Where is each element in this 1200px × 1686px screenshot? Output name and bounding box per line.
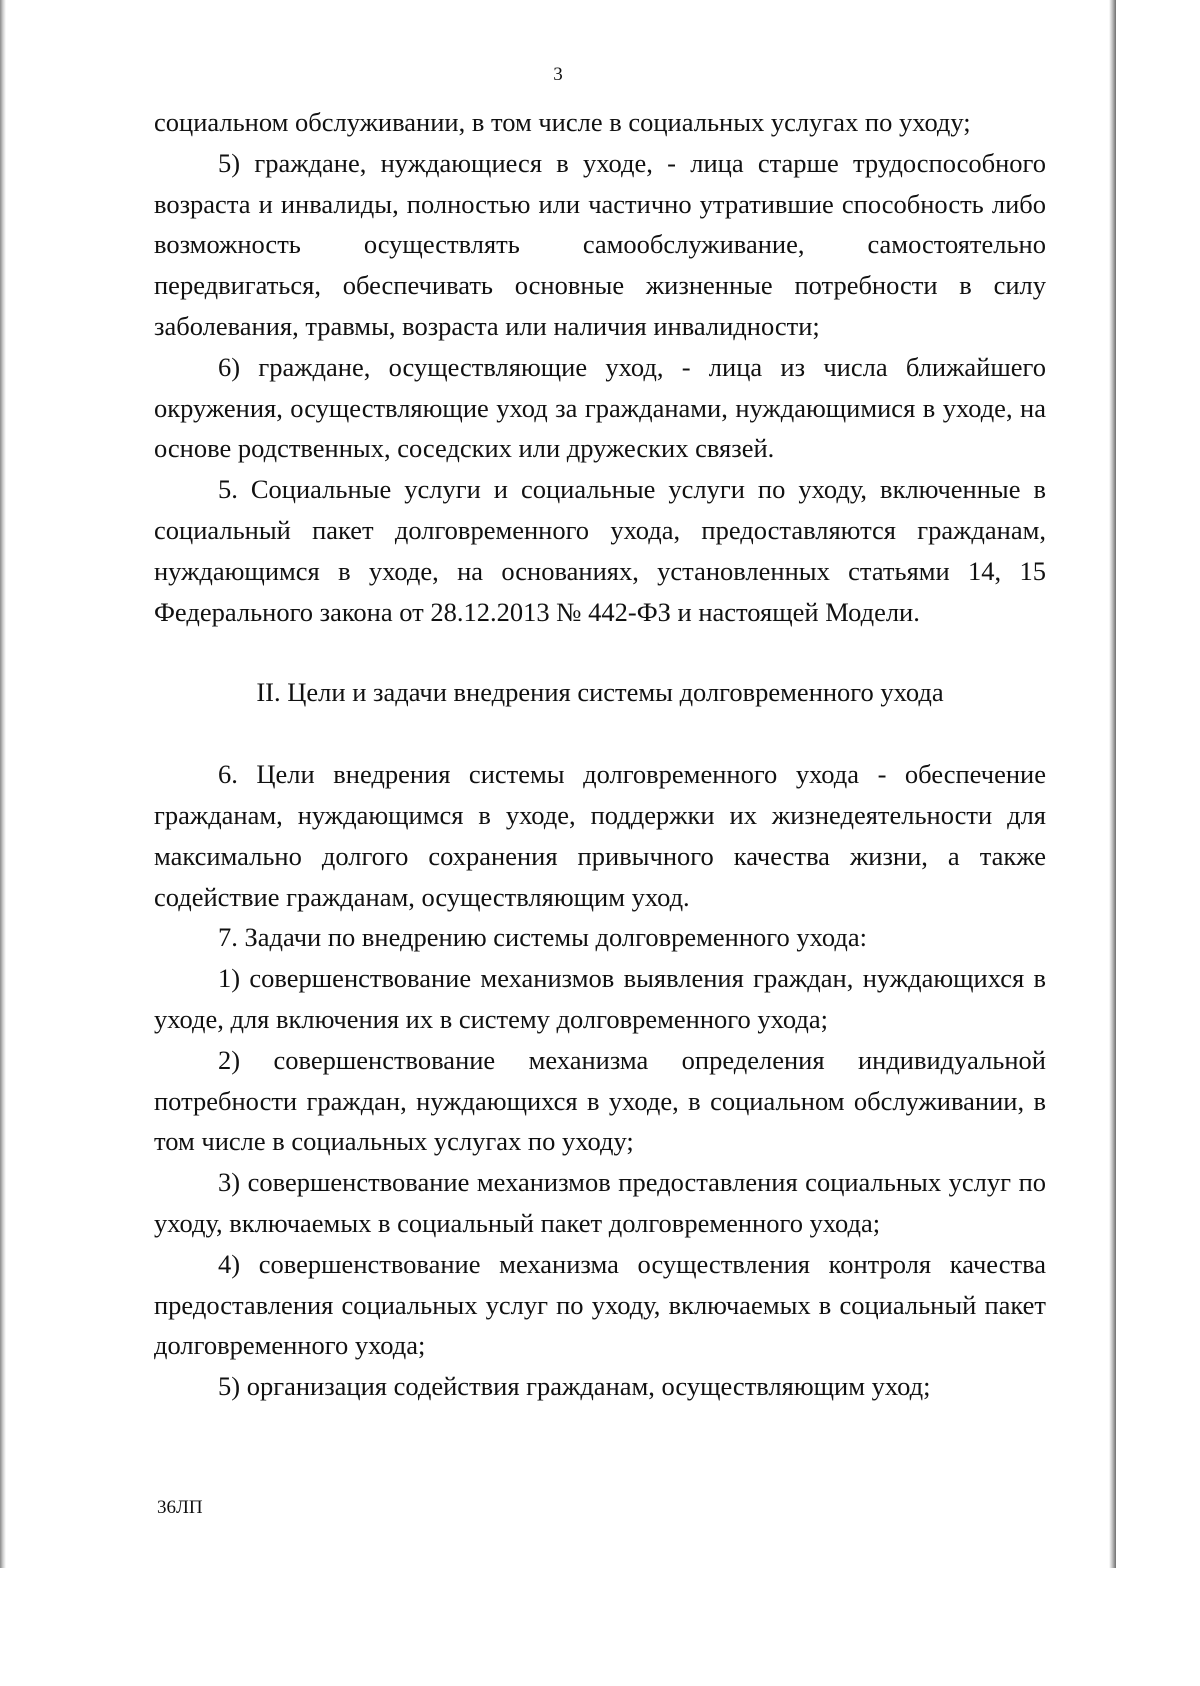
paragraph-continuation: социальном обслуживании, в том числе в социальных услугах по уходу; [154,107,971,137]
paragraph-clause-6: 6. Цели внедрения системы долговременного ухода - обеспечение гражданам, нуждающимся в уходе, поддержки их жизнедеятельности для максимально долгого сохранения привычного качества жизни, а также содействие гражданам, осуществляющим уход. [154,759,1046,912]
paragraph-definition-6: 6) граждане, осуществляющие уход, - лица из числа ближайшего окружения, осуществляющие уход за гражданами, нуждающимися в уходе, на основе родственных, соседских или дружеских связей. [154,351,1046,464]
paragraph-task-4: 4) совершенствование механизма осуществления контроля качества предоставления социальных услуг по уходу, включаемых в социальный пакет долговременного ухода; [154,1248,1046,1361]
document-body [154,102,1046,1407]
footer-document-code: 36ЛП [157,1497,203,1518]
paragraph-clause-5: 5. Социальные услуги и социальные услуги по уходу, включенные в социальный пакет долговременного ухода, предоставляются гражданам, нуждающимся в уходе, на основаниях, установленных статьями 14, 15 Федерального закона от 28.12.2013 № 442-ФЗ и настоящей Модели. [154,474,1046,627]
page-number: 3 [553,64,563,85]
scan-edge-right [1109,0,1116,1568]
paragraph-task-1: 1) совершенствование механизмов выявления граждан, нуждающихся в уходе, для включения их в систему долговременного ухода; [154,963,1046,1034]
paragraph-task-3: 3) совершенствование механизмов предоставления социальных услуг по уходу, включаемых в социальный пакет долговременного ухода; [154,1167,1046,1238]
paragraph-task-5: 5) организация содействия гражданам, осуществляющим уход; [218,1371,931,1402]
paragraph-definition-5: 5) граждане, нуждающиеся в уходе, - лица старше трудоспособного возраста и инвалиды, полностью или частично утратившие способность либо возможность осуществлять самообслуживание, самостоятельно передвигаться, обеспечивать основные жизненные потребности в силу заболевания, травмы, возраста или наличия инвалидности; [154,147,1046,341]
scan-edge-left [0,0,6,1568]
paragraph-clause-7: 7. Задачи по внедрению системы долговременного ухода: [218,922,867,953]
paragraph-task-2: 2) совершенствование механизма определения индивидуальной потребности граждан, нуждающихся в уходе, в социальном обслуживании, в том числе в социальных услугах по уходу; [154,1044,1046,1157]
section-heading: II. Цели и задачи внедрения системы долговременного ухода [256,677,944,708]
